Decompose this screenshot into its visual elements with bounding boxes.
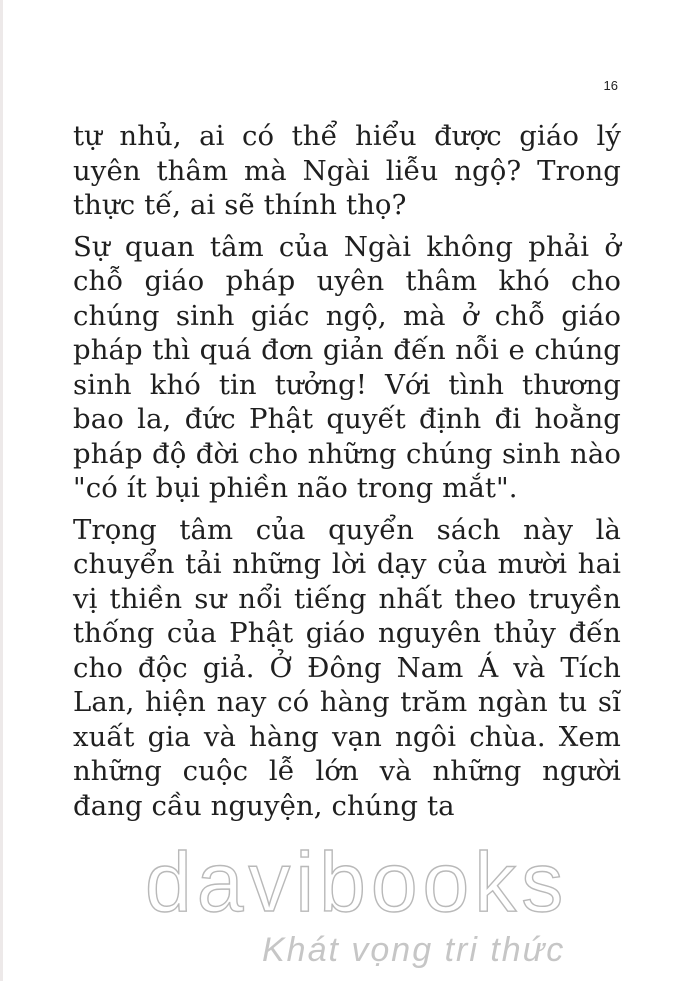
watermark <box>0 835 700 981</box>
paragraph-1: tự nhủ, ai có thể hiểu được giáo lý uyên thâm mà Ngài liễu ngộ? Trong thực tế, ai sẽ thính thọ? <box>73 120 621 221</box>
paragraph-3: Trọng tâm của quyển sách này là chuyển tải những lời dạy của mười hai vị thiền sư nổi tiếng nhất theo truyền thống của Phật giáo nguyên thủy đến cho độc giả. Ở Đông Nam Á và Tích Lan, hiện nay có hàng trăm ngàn tu sĩ xuất gia và hàng vạn ngôi chùa. Xem những cuộc lễ lớn và những người đang cầu nguyện, chúng ta <box>73 513 621 822</box>
body-text <box>73 119 621 830</box>
paragraph-2: Sự quan tâm của Ngài không phải ở chỗ giáo pháp uyên thâm khó cho chúng sinh giác ngộ, mà ở chỗ giáo pháp thì quá đơn giản đến nỗi e chúng sinh khó tin tưởng! Với tình thương bao la, đức Phật quyết định đi hoằng pháp độ đời cho những chúng sinh nào "có ít bụi phiền não trong mắt". <box>73 230 621 504</box>
watermark-logo: davibooks <box>145 835 569 929</box>
page-edge <box>0 0 3 981</box>
watermark-slogan: Khát vọng tri thức <box>262 931 566 969</box>
page-number: 16 <box>603 78 618 93</box>
